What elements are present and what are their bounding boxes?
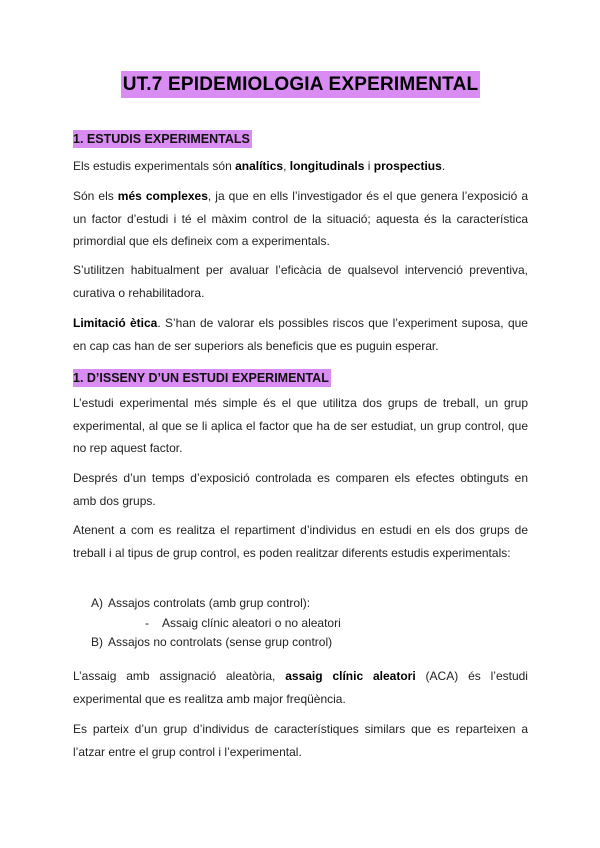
paragraph-estudi-simple: L’estudi experimental més simple és el que utilitza dos grups de treball, un grup experimental, al que se li aplica el factor que ha de ser estudiat, un grup control, que no rep aquest factor. [73, 396, 528, 455]
text-run: , ja que en ells l’investigador és el que genera l’exposició a un factor d’estudi i té el màxim control de la situació; aquesta és la característica primordial que els defineix com a experimentals. [73, 189, 528, 248]
list-text: Assaig clínic aleatori o no aleatori [162, 616, 341, 630]
list-item-b [91, 633, 332, 651]
list-text: Assajos no controlats (sense grup control) [108, 635, 333, 649]
title-wrap [73, 71, 528, 98]
paragraph-despres: Després d’un temps d’exposició controlada es comparen els efectes obtinguts en amb dos grups. [73, 471, 528, 508]
document-title: UT.7 EPIDEMIOLOGIA EXPERIMENTAL [121, 71, 481, 98]
list-marker: B) [91, 635, 103, 649]
list-marker: A) [91, 596, 103, 610]
text-run: i [364, 159, 374, 173]
text-run: . S’han de valorar els possibles riscos que l’experiment suposa, que en cap cas han de ser superiors als beneficis que es puguin esperar. [73, 316, 528, 353]
paragraph-mes-complexes [73, 185, 528, 253]
list-subitem [145, 614, 341, 632]
list-marker: - [145, 616, 149, 630]
text-run: Són els [73, 189, 118, 203]
paragraph-estudis-tipus [73, 155, 528, 178]
paragraph-es-parteix: Es parteix d’un grup d’individus de característiques similars que es reparteixen a l’atzar entre el grup control i l’experimental. [73, 722, 528, 759]
list-text: Assajos controlats (amb grup control): [108, 596, 311, 610]
bold-analitics: analítics [235, 159, 284, 173]
list-item-a [91, 594, 310, 612]
section-heading-disseny: 1. D’ISSENY D’UN ESTUDI EXPERIMENTAL [73, 371, 329, 385]
section-heading-estudis: 1. ESTUDIS EXPERIMENTALS [73, 132, 250, 146]
text-run: L’assaig amb assignació aleatòria, [73, 669, 286, 683]
text-run: , [283, 159, 290, 173]
paragraph-assaig-aleatori [73, 665, 528, 710]
paragraph-limitacio-etica [73, 312, 528, 357]
bold-mes-complexes: més complexes [117, 189, 208, 203]
bold-limitacio-etica: Limitació ètica [73, 316, 158, 330]
text-run: (ACA) és l’estudi experimental que es realitza amb major freqüència. [73, 669, 528, 706]
text-run: . [441, 159, 446, 173]
text-run: Els estudis experimentals són [73, 159, 236, 173]
bold-assaig-clinic-aleatori: assaig clínic aleatori [285, 669, 416, 683]
bold-prospectius: prospectius [373, 159, 442, 173]
paragraph-atenent: Atenent a com es realitza el repartiment d’individus en estudi en els dos grups de treball i al tipus de grup control, es poden realitzar diferents estudis experimentals: [73, 523, 528, 560]
bold-longitudinals: longitudinals [289, 159, 365, 173]
paragraph-utilitzen: S’utilitzen habitualment per avaluar l’eficàcia de qualsevol intervenció preventiva, curativa o rehabilitadora. [73, 263, 528, 300]
